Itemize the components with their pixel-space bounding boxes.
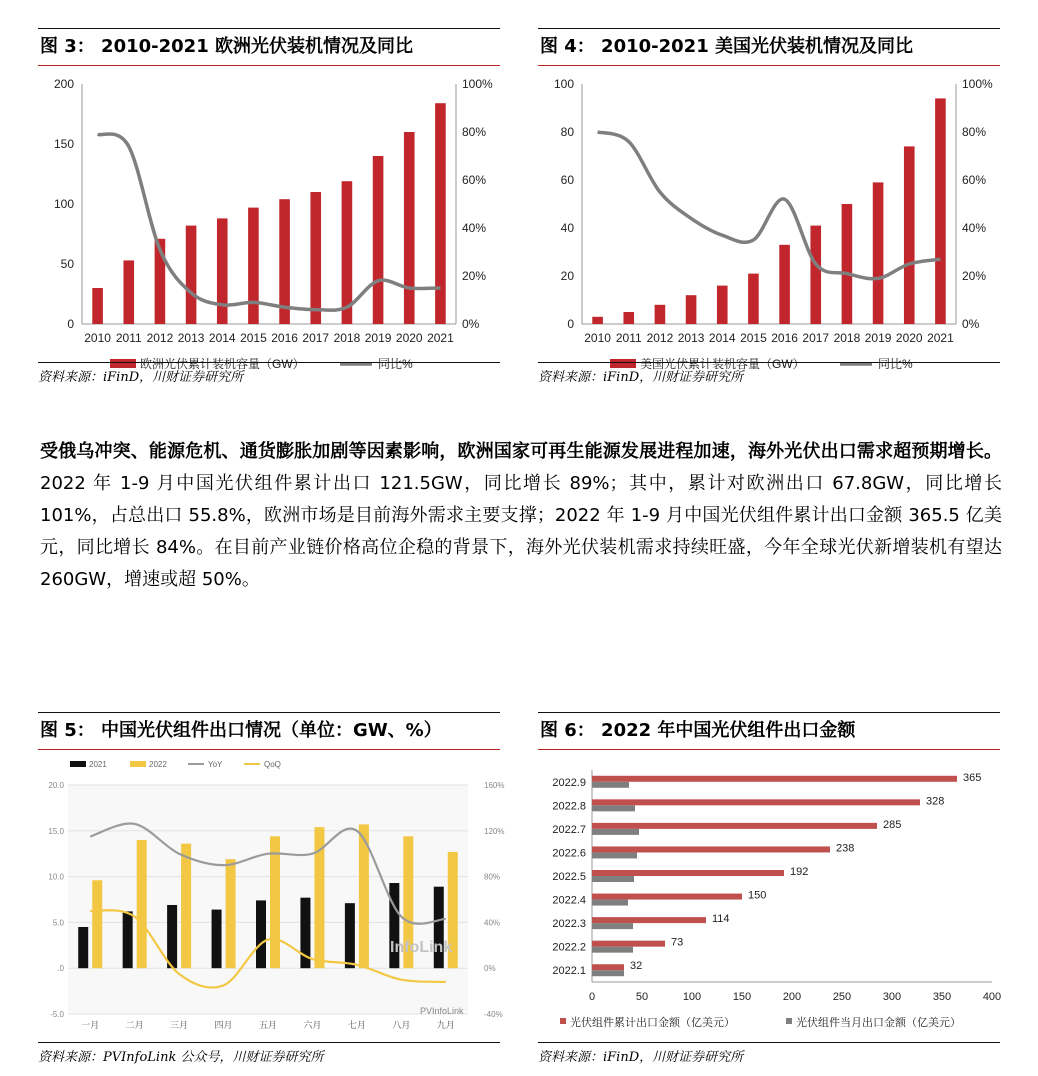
figure-4-chart bbox=[538, 68, 1000, 370]
fig3-bar bbox=[186, 226, 197, 324]
fig5-legend-2021-swatch bbox=[70, 761, 86, 767]
fig4-y2-tick: 20% bbox=[962, 269, 987, 283]
fig5-logo: PVInfoLink bbox=[420, 1006, 464, 1016]
fig4-legend-line-label: 同比% bbox=[878, 357, 913, 371]
fig3-bar bbox=[404, 132, 415, 324]
fig5-x-tick: 五月 bbox=[258, 1020, 278, 1030]
fig3-y2-tick: 60% bbox=[462, 173, 487, 187]
figure-5-chart bbox=[38, 752, 505, 1042]
fig5-x-tick: 六月 bbox=[303, 1020, 322, 1030]
fig4-x-tick: 2014 bbox=[708, 331, 736, 345]
fig4-bar bbox=[748, 274, 759, 324]
figure-6-source: 资料来源：iFinD，川财证券研究所 bbox=[538, 1042, 1000, 1065]
fig6-x-tick: 150 bbox=[732, 991, 752, 1003]
fig5-x-tick: 三月 bbox=[170, 1020, 189, 1030]
fig4-bar bbox=[935, 98, 946, 324]
fig3-bar bbox=[92, 288, 103, 324]
fig5-bar-2022 bbox=[181, 844, 191, 969]
fig6-y-tick: 2022.8 bbox=[552, 800, 586, 813]
paragraph-bold-lead: 受俄乌冲突、能源危机、通货膨胀加剧等因素影响，欧洲国家可再生能源发展进程加速，海外光伏出口需求超预期增长。 bbox=[40, 441, 1002, 462]
fig4-x-tick: 2020 bbox=[895, 331, 923, 345]
fig6-bar-monthly bbox=[592, 876, 634, 882]
fig6-bar-cumulative bbox=[592, 870, 784, 876]
fig5-legend-qoq-label: QoQ bbox=[264, 760, 281, 769]
fig3-bar bbox=[217, 218, 228, 324]
fig6-x-tick: 200 bbox=[782, 991, 802, 1003]
fig6-bar-cumulative bbox=[592, 917, 706, 923]
fig5-y2-tick: -40% bbox=[484, 1010, 503, 1019]
fig5-legend-2022-label: 2022 bbox=[149, 760, 167, 769]
fig4-y-tick: 40 bbox=[560, 221, 574, 235]
figure-5 bbox=[38, 712, 505, 1070]
fig4-x-tick: 2018 bbox=[833, 331, 861, 345]
figure-5-source: 资料来源：PVInfoLink 公众号，川财证券研究所 bbox=[38, 1042, 500, 1065]
fig4-bar bbox=[810, 226, 821, 324]
fig4-y-tick: 0 bbox=[567, 317, 574, 331]
fig5-bar-2022 bbox=[270, 836, 280, 968]
fig5-bar-2021 bbox=[256, 900, 266, 968]
fig6-data-label: 73 bbox=[671, 936, 684, 949]
fig6-data-label: 114 bbox=[712, 913, 730, 926]
fig3-legend-bar-label: 欧洲光伏累计装机容量（GW） bbox=[140, 357, 305, 371]
fig6-bar-monthly bbox=[592, 782, 629, 788]
fig6-x-tick: 0 bbox=[588, 991, 596, 1003]
fig6-bar-cumulative bbox=[592, 823, 877, 829]
fig3-y2-tick: 40% bbox=[462, 221, 487, 235]
figure-6 bbox=[538, 712, 1000, 1070]
fig3-x-tick: 2016 bbox=[271, 331, 298, 345]
fig3-bar bbox=[435, 103, 446, 324]
fig3-y2-tick: 20% bbox=[462, 269, 487, 283]
fig6-bar-cumulative bbox=[592, 941, 665, 947]
fig4-y-tick: 100 bbox=[553, 77, 574, 91]
fig6-x-tick: 50 bbox=[635, 991, 649, 1003]
fig4-x-tick: 2016 bbox=[771, 331, 798, 345]
figure-3-title: 图 3： 2010-2021 欧洲光伏装机情况及同比 bbox=[38, 28, 500, 66]
fig3-bar bbox=[248, 208, 259, 324]
fig6-bar-cumulative bbox=[592, 894, 742, 900]
fig5-y2-tick: 160% bbox=[484, 781, 505, 790]
fig4-y2-tick: 100% bbox=[962, 77, 993, 91]
fig4-y2-tick: 80% bbox=[962, 125, 987, 139]
fig5-bar-2021 bbox=[78, 927, 88, 968]
fig3-y2-tick: 80% bbox=[462, 125, 487, 139]
fig5-bar-2021 bbox=[345, 903, 355, 968]
fig6-bar-cumulative bbox=[592, 776, 957, 782]
fig4-x-tick: 2012 bbox=[646, 331, 674, 345]
fig6-legend-monthly-label: 光伏组件当月出口金额（亿美元） bbox=[796, 1017, 961, 1029]
fig5-y2-tick: 80% bbox=[484, 872, 501, 882]
fig3-x-tick: 2012 bbox=[146, 331, 174, 345]
fig4-bar bbox=[655, 305, 666, 324]
fig3-x-tick: 2017 bbox=[302, 331, 330, 345]
fig5-legend-2022-swatch bbox=[130, 761, 146, 767]
fig5-y-tick: 5.0 bbox=[52, 918, 64, 928]
fig5-watermark: InfoLink bbox=[390, 939, 453, 956]
fig5-bar-2021 bbox=[212, 910, 222, 969]
figure-3-source: 资料来源：iFinD，川财证券研究所 bbox=[38, 362, 500, 385]
fig3-x-tick: 2021 bbox=[427, 331, 454, 345]
fig4-x-tick: 2013 bbox=[677, 331, 705, 345]
fig4-x-tick: 2021 bbox=[927, 331, 954, 345]
fig4-bar bbox=[717, 286, 728, 324]
fig4-bar bbox=[904, 146, 915, 324]
fig3-x-tick: 2020 bbox=[395, 331, 423, 345]
fig5-x-tick: 二月 bbox=[125, 1020, 144, 1030]
fig6-y-tick: 2022.1 bbox=[552, 965, 586, 978]
fig3-y-tick: 150 bbox=[53, 137, 74, 151]
fig4-bar bbox=[623, 312, 634, 324]
fig6-bar-monthly bbox=[592, 923, 633, 929]
fig5-y2-tick: 120% bbox=[484, 826, 505, 836]
fig3-x-tick: 2018 bbox=[333, 331, 361, 345]
fig3-x-tick: 2015 bbox=[240, 331, 267, 345]
fig6-legend-cumulative-swatch bbox=[560, 1018, 566, 1024]
fig3-x-tick: 2013 bbox=[177, 331, 205, 345]
figure-5-title: 图 5： 中国光伏组件出口情况（单位：GW、%） bbox=[38, 712, 500, 750]
figure-4 bbox=[538, 28, 1000, 388]
figure-4-title: 图 4： 2010-2021 美国光伏装机情况及同比 bbox=[538, 28, 1000, 66]
fig4-y-tick: 20 bbox=[560, 269, 574, 283]
fig4-bar bbox=[779, 245, 790, 324]
fig6-x-tick: 350 bbox=[932, 991, 952, 1003]
fig4-y2-tick: 40% bbox=[962, 221, 987, 235]
fig6-y-tick: 2022.9 bbox=[552, 776, 586, 789]
fig5-y-tick: 20.0 bbox=[48, 781, 64, 790]
fig5-y-tick: -5.0 bbox=[50, 1010, 64, 1019]
fig5-legend-2021-label: 2021 bbox=[89, 760, 107, 769]
fig4-bar bbox=[686, 295, 697, 324]
fig4-x-tick: 2011 bbox=[615, 331, 642, 345]
fig6-x-tick: 250 bbox=[832, 991, 852, 1003]
fig6-data-label: 238 bbox=[836, 842, 855, 855]
fig6-bar-monthly bbox=[592, 852, 637, 858]
fig6-bar-monthly bbox=[592, 805, 635, 811]
fig6-y-tick: 2022.4 bbox=[552, 894, 586, 907]
fig6-y-tick: 2022.7 bbox=[552, 823, 586, 836]
fig3-bar bbox=[373, 156, 384, 324]
fig5-bar-2021 bbox=[167, 905, 177, 968]
fig3-y2-tick: 100% bbox=[462, 77, 493, 91]
fig5-y2-tick: 0% bbox=[484, 964, 496, 974]
fig3-bar bbox=[342, 181, 353, 324]
figure-4-source: 资料来源：iFinD，川财证券研究所 bbox=[538, 362, 1000, 385]
fig3-bar bbox=[310, 192, 321, 324]
fig6-data-label: 32 bbox=[630, 960, 643, 973]
fig3-yoy-line bbox=[98, 134, 441, 310]
fig5-x-tick: 九月 bbox=[436, 1020, 455, 1030]
fig6-bar-monthly bbox=[592, 900, 628, 906]
fig6-bar-cumulative bbox=[592, 799, 920, 805]
fig4-x-tick: 2010 bbox=[584, 331, 611, 345]
fig5-bar-2022 bbox=[226, 859, 236, 968]
fig6-bar-monthly bbox=[592, 829, 639, 835]
fig6-data-label: 328 bbox=[926, 795, 945, 808]
fig4-bar bbox=[842, 204, 853, 324]
fig6-bar-cumulative bbox=[592, 964, 624, 970]
fig6-y-tick: 2022.2 bbox=[552, 941, 586, 954]
fig3-y-tick: 200 bbox=[53, 77, 74, 91]
fig5-y-tick: 10.0 bbox=[48, 872, 64, 882]
fig5-legend-yoy-label: YoY bbox=[208, 760, 223, 769]
fig6-x-tick: 400 bbox=[982, 991, 1002, 1003]
fig4-x-tick: 2019 bbox=[864, 331, 892, 345]
fig5-x-tick: 七月 bbox=[347, 1020, 366, 1030]
fig6-bar-monthly bbox=[592, 970, 624, 976]
fig6-legend-cumulative-label: 光伏组件累计出口金额（亿美元） bbox=[570, 1017, 735, 1029]
paragraph-text: 2022 年 1-9 月中国光伏组件累计出口 121.5GW，同比增长 89%；其中，累计对欧洲出口 67.8GW，同比增长 101%，占总出口 55.8%，欧洲市场是目前海外需求主要支撑；2022 年 1-9 月中国光伏组件累计出口金额 365.5 亿美元，同比增长 84%。在目前产业链价格高位企稳的背景下，海外光伏装机需求持续旺盛，今年全球光伏新增装机有望达 260GW，增速或超 50%。 bbox=[40, 473, 1002, 590]
fig4-y2-tick: 0% bbox=[962, 317, 980, 331]
figure-6-title: 图 6： 2022 年中国光伏组件出口金额 bbox=[538, 712, 1000, 750]
figure-3-chart bbox=[38, 68, 500, 370]
fig5-y-tick: .0 bbox=[57, 964, 64, 974]
fig6-legend-monthly-swatch bbox=[786, 1018, 792, 1024]
fig3-y-tick: 0 bbox=[67, 317, 74, 331]
fig5-y-tick: 15.0 bbox=[48, 826, 64, 836]
fig6-data-label: 285 bbox=[883, 818, 902, 831]
fig5-x-tick: 一月 bbox=[81, 1020, 100, 1030]
fig6-x-tick: 300 bbox=[882, 991, 902, 1003]
fig4-y-tick: 80 bbox=[560, 125, 574, 139]
fig3-x-tick: 2014 bbox=[208, 331, 236, 345]
figure-6-chart bbox=[538, 752, 1000, 1042]
fig4-legend-bar-label: 美国光伏累计装机容量（GW） bbox=[640, 357, 805, 371]
fig3-x-tick: 2011 bbox=[115, 331, 142, 345]
fig6-bar-cumulative bbox=[592, 846, 830, 852]
fig3-y-tick: 50 bbox=[60, 257, 74, 271]
fig6-data-label: 192 bbox=[790, 866, 809, 878]
fig3-x-tick: 2010 bbox=[84, 331, 111, 345]
fig4-bar bbox=[873, 182, 884, 324]
fig4-x-tick: 2017 bbox=[802, 331, 830, 345]
fig6-bar-monthly bbox=[592, 947, 633, 953]
fig6-y-tick: 2022.3 bbox=[552, 918, 586, 931]
body-paragraph bbox=[40, 436, 1002, 596]
fig3-y2-tick: 0% bbox=[462, 317, 480, 331]
fig4-x-tick: 2015 bbox=[740, 331, 767, 345]
fig6-y-tick: 2022.5 bbox=[552, 871, 586, 883]
fig3-x-tick: 2019 bbox=[364, 331, 392, 345]
fig6-x-tick: 100 bbox=[682, 991, 702, 1003]
fig5-x-tick: 八月 bbox=[392, 1020, 411, 1030]
fig6-y-tick: 2022.6 bbox=[552, 847, 586, 860]
fig3-y-tick: 100 bbox=[53, 197, 74, 211]
fig5-x-tick: 四月 bbox=[214, 1020, 233, 1030]
fig4-bar bbox=[592, 317, 603, 324]
fig4-yoy-line bbox=[598, 132, 941, 279]
fig5-bar-2022 bbox=[92, 880, 102, 968]
fig6-data-label: 365 bbox=[963, 771, 982, 784]
fig6-data-label: 150 bbox=[748, 889, 767, 902]
fig4-y-tick: 60 bbox=[560, 173, 574, 187]
fig3-bar bbox=[123, 260, 134, 324]
figure-3 bbox=[38, 28, 500, 388]
fig3-legend-line-label: 同比% bbox=[378, 357, 413, 371]
fig5-y2-tick: 40% bbox=[484, 918, 501, 928]
fig5-bar-2022 bbox=[137, 840, 147, 968]
fig5-bar-2021 bbox=[123, 911, 133, 968]
fig4-y2-tick: 60% bbox=[962, 173, 987, 187]
